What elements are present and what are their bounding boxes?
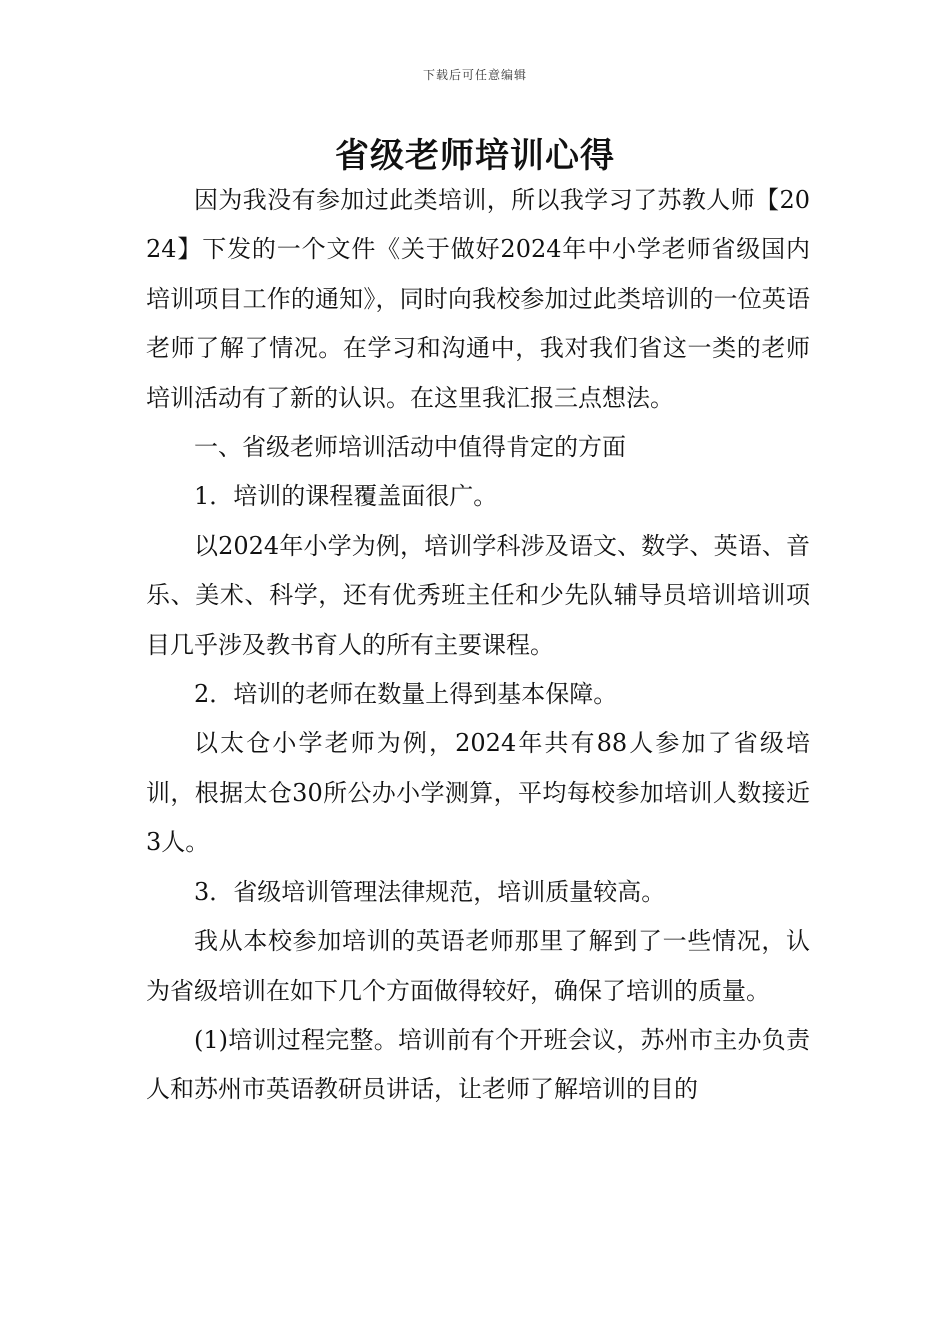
subheading: 1．培训的课程覆盖面很广。 bbox=[194, 482, 498, 511]
section-heading: 一、省级老师培训活动中值得肯定的方面 bbox=[194, 433, 626, 462]
header-note: 下载后可任意编辑 bbox=[422, 68, 527, 82]
document-body bbox=[146, 176, 810, 1115]
subheading: 3．省级培训管理法律规范，培训质量较高。 bbox=[194, 877, 666, 906]
paragraph: 因为我没有参加过此类培训，所以我学习了苏教人师【2024】下发的一个文件《关于做好2024年中小学老师省级国内培训项目工作的通知》，同时向我校参加过此类培训的一位英语老师了解了情况。在学习和沟通中，我对我们省这一类的老师培训活动有了新的认识。在这里我汇报三点想法。 bbox=[146, 186, 810, 412]
paragraph: 以2024年小学为例，培训学科涉及语文、数学、英语、音乐、美术、科学，还有优秀班主任和少先队辅导员培训培训项目几乎涉及教书育人的所有主要课程。 bbox=[146, 531, 810, 659]
paragraph: 以太仓小学老师为例，2024年共有88人参加了省级培训，根据太仓30所公办小学测算，平均每校参加培训人数接近3人。 bbox=[146, 729, 810, 857]
page-title: 省级老师培训心得 bbox=[335, 136, 615, 176]
paragraph: 我从本校参加培训的英语老师那里了解到了一些情况，认为省级培训在如下几个方面做得较好，确保了培训的质量。 bbox=[146, 927, 810, 1005]
paragraph: (1)培训过程完整。培训前有个开班会议，苏州市主办负责人和苏州市英语教研员讲话，让老师了解培训的目的 bbox=[146, 1025, 810, 1104]
subheading: 2．培训的老师在数量上得到基本保障。 bbox=[194, 680, 618, 709]
